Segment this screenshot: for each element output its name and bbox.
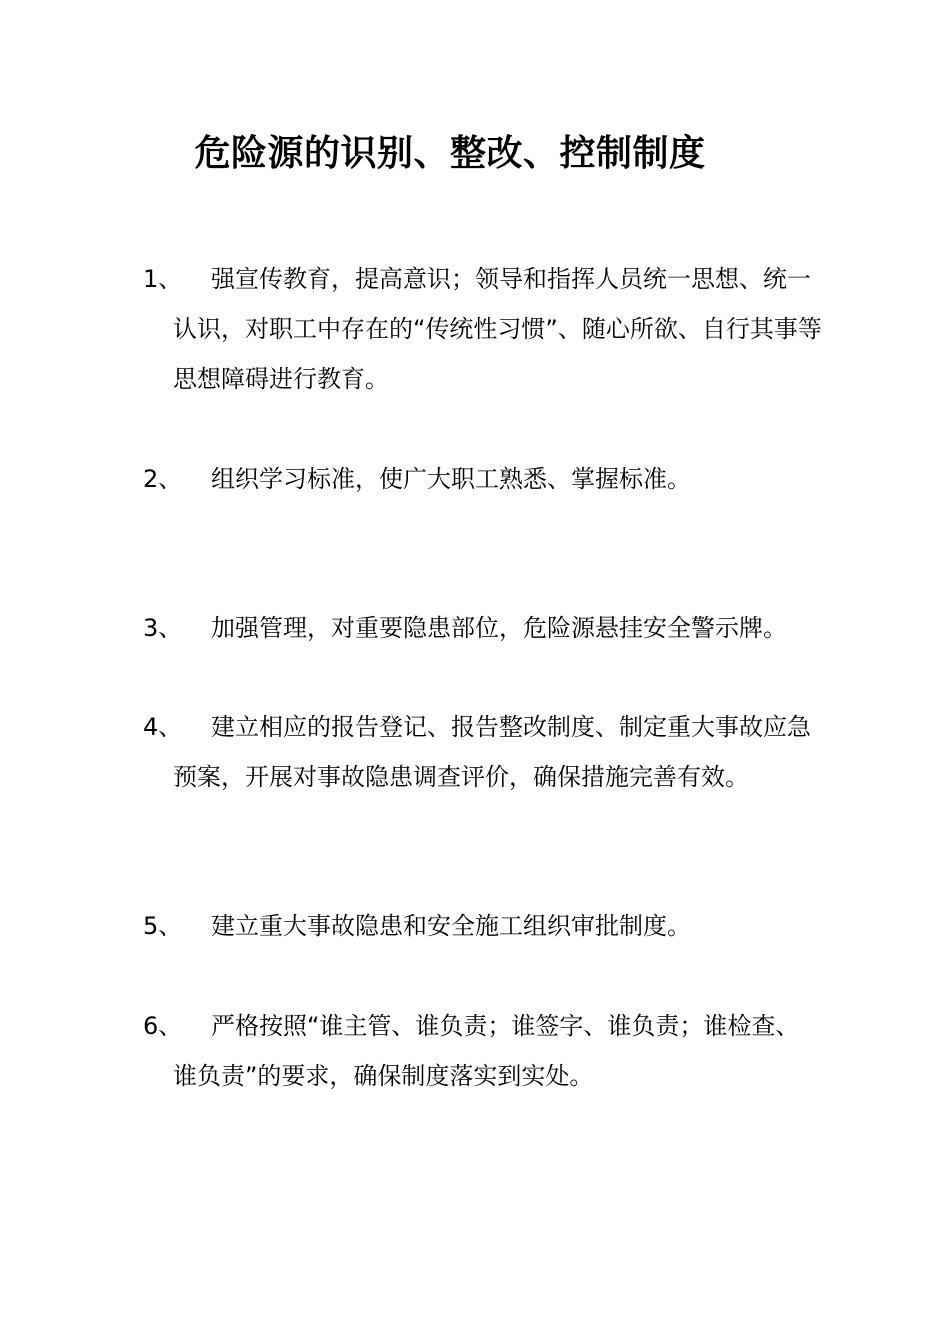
item-number: 6、 — [143, 1012, 183, 1040]
item-number: 1、 — [143, 265, 183, 293]
list-item — [143, 603, 823, 653]
item-text: 加强管理，对重要隐患部位，危险源悬挂安全警示牌。 — [211, 614, 787, 642]
item-text: 建立重大事故隐患和安全施工组织审批制度。 — [211, 912, 691, 940]
item-text: 严格按照“谁主管、谁负责；谁签字、谁负责；谁检查、谁负责”的要求，确保制度落实到实处。 — [173, 1012, 800, 1090]
item-number: 4、 — [143, 713, 183, 741]
list-item — [143, 254, 823, 404]
item-text: 强宣传教育，提高意识；领导和指挥人员统一思想、统一认识，对职工中存在的“传统性习惯”、随心所欲、自行其事等思想障碍进行教育。 — [173, 265, 822, 393]
item-number: 2、 — [143, 465, 183, 493]
item-number: 3、 — [143, 614, 183, 642]
document-title: 危险源的识别、整改、控制制度 — [194, 133, 706, 175]
list-item — [143, 901, 823, 951]
list-item — [143, 702, 823, 802]
item-text: 建立相应的报告登记、报告整改制度、制定重大事故应急预案，开展对事故隐患调查评价，确保措施完善有效。 — [173, 713, 811, 791]
list-item — [143, 1001, 823, 1101]
item-text: 组织学习标准，使广大职工熟悉、掌握标准。 — [211, 465, 691, 493]
list-item — [143, 454, 823, 504]
item-number: 5、 — [143, 912, 183, 940]
